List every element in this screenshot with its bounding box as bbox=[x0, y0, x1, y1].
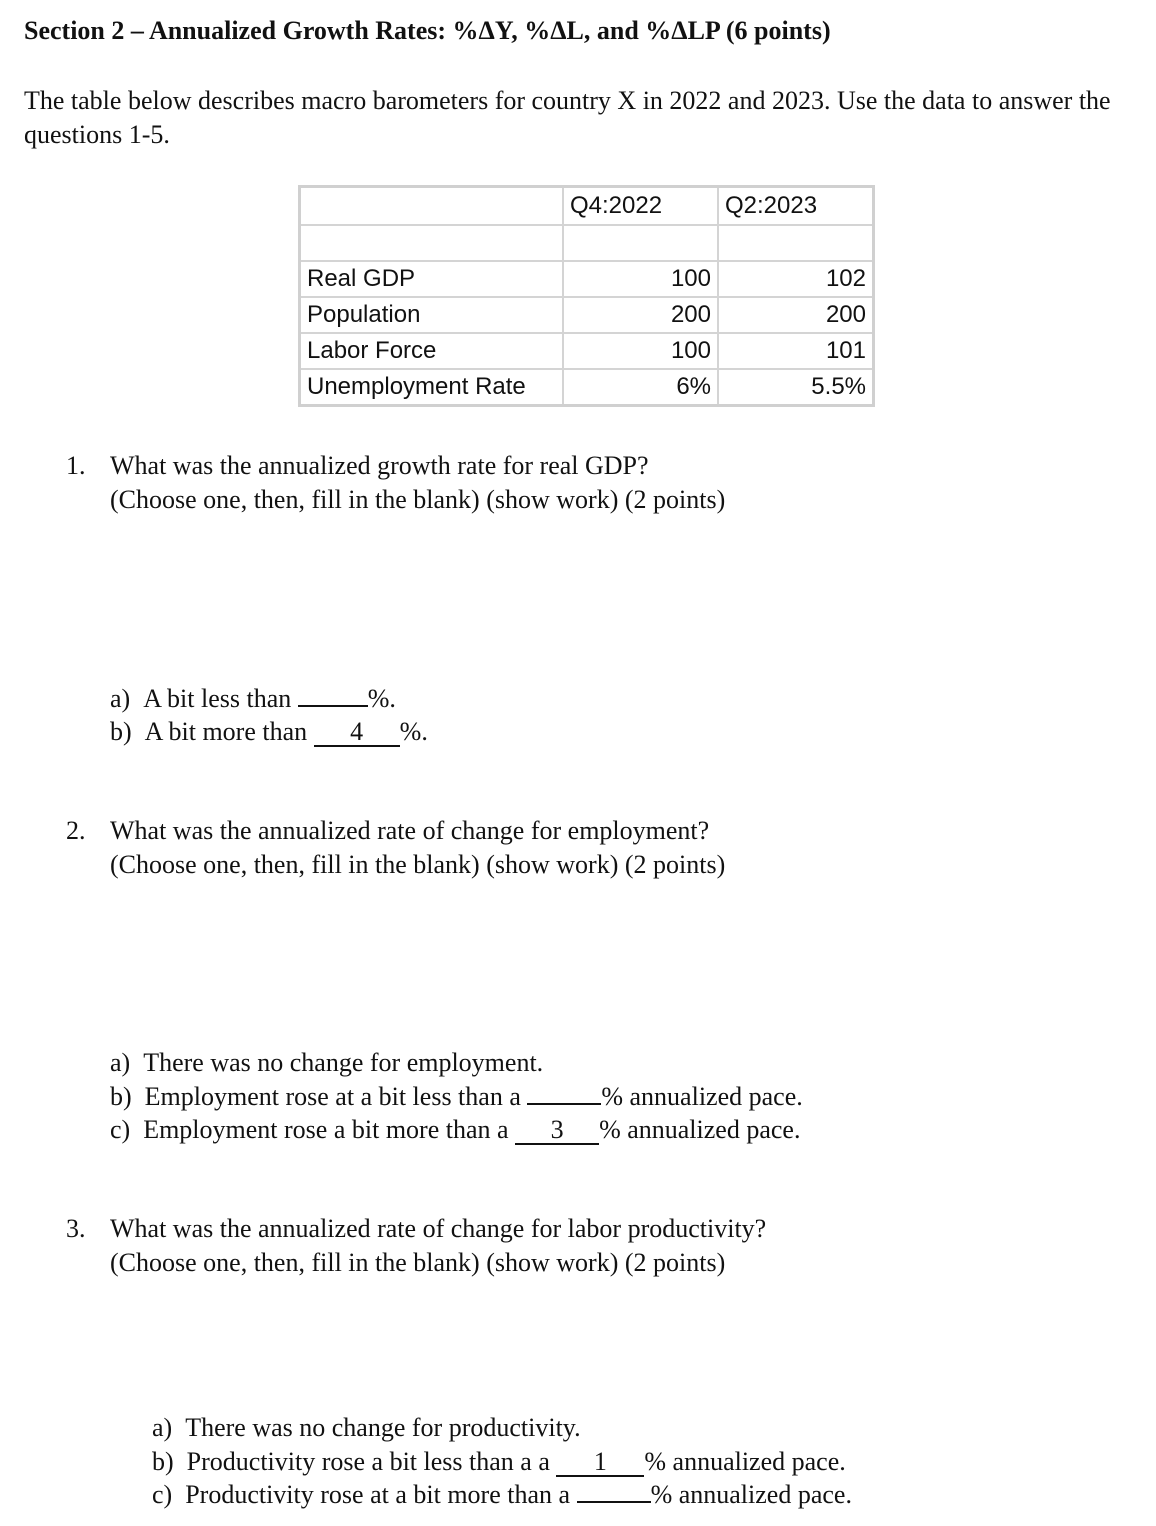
table-empty-row bbox=[300, 225, 874, 261]
value-q2-2023: 101 bbox=[718, 333, 874, 369]
option-text: Productivity rose at a bit more than a bbox=[185, 1480, 577, 1509]
table-header-row bbox=[300, 187, 874, 226]
section-title: Section 2 – Annualized Growth Rates: %ΔY, %ΔL, and %ΔLP (6 points) bbox=[24, 16, 831, 45]
table-row bbox=[300, 297, 874, 333]
answer-blank[interactable]: 1 bbox=[556, 1449, 644, 1477]
macro-data-table bbox=[298, 185, 875, 407]
option-text: Employment rose at a bit less than a bbox=[144, 1082, 528, 1111]
option-text: A bit more than bbox=[144, 717, 314, 746]
value-q4-2022: 6% bbox=[563, 369, 718, 406]
option-letter: c) bbox=[152, 1480, 173, 1509]
option-suffix: % annualized pace. bbox=[644, 1447, 846, 1476]
table-cell bbox=[718, 225, 874, 261]
question-3-instructions: (Choose one, then, fill in the blank) (show work) (2 points) bbox=[110, 1248, 726, 1277]
option-text: There was no change for productivity. bbox=[185, 1413, 581, 1442]
value-q2-2023: 5.5% bbox=[718, 369, 874, 406]
question-3-text: What was the annualized rate of change for labor productivity? bbox=[110, 1214, 767, 1243]
question-2-text: What was the annualized rate of change for employment? bbox=[110, 816, 710, 845]
q3-option-b bbox=[152, 1445, 846, 1479]
option-letter: a) bbox=[110, 1048, 131, 1077]
row-label: Population bbox=[300, 297, 564, 333]
value-q2-2023: 102 bbox=[718, 261, 874, 297]
option-suffix: % annualized pace. bbox=[650, 1480, 852, 1509]
option-suffix: % annualized pace. bbox=[599, 1115, 801, 1144]
value-q4-2022: 100 bbox=[563, 261, 718, 297]
table-header-cell bbox=[300, 187, 564, 226]
option-letter: b) bbox=[110, 1082, 132, 1111]
option-text: Productivity rose a bit less than a a bbox=[186, 1447, 557, 1476]
table-row bbox=[300, 369, 874, 406]
question-1-text: What was the annualized growth rate for real GDP? bbox=[110, 451, 649, 480]
table-row bbox=[300, 261, 874, 297]
q2-option-b bbox=[110, 1080, 803, 1114]
option-suffix: % annualized pace. bbox=[601, 1082, 803, 1111]
option-letter: c) bbox=[110, 1115, 131, 1144]
table-header-cell: Q4:2022 bbox=[563, 187, 718, 226]
q2-option-c bbox=[110, 1113, 800, 1147]
row-label: Unemployment Rate bbox=[300, 369, 564, 406]
option-suffix: %. bbox=[367, 684, 396, 713]
q2-option-a bbox=[110, 1046, 543, 1080]
q3-option-c bbox=[152, 1478, 852, 1512]
q3-option-a bbox=[152, 1411, 581, 1445]
option-text: Employment rose a bit more than a bbox=[143, 1115, 516, 1144]
table-cell bbox=[563, 225, 718, 261]
value-q4-2022: 100 bbox=[563, 333, 718, 369]
option-letter: b) bbox=[152, 1447, 174, 1476]
intro-paragraph: The table below describes macro barometers for country X in 2022 and 2023. Use the data to answer the questions 1-5. bbox=[24, 86, 1111, 149]
option-letter: a) bbox=[110, 684, 131, 713]
row-label: Labor Force bbox=[300, 333, 564, 369]
option-letter: b) bbox=[110, 717, 132, 746]
q1-option-b bbox=[110, 715, 428, 749]
question-3-number: 3. bbox=[66, 1214, 86, 1243]
row-label: Real GDP bbox=[300, 261, 564, 297]
answer-blank[interactable] bbox=[577, 1501, 651, 1503]
answer-blank[interactable]: 4 bbox=[314, 719, 400, 747]
option-text: A bit less than bbox=[143, 684, 298, 713]
option-letter: a) bbox=[152, 1413, 173, 1442]
value-q2-2023: 200 bbox=[718, 297, 874, 333]
answer-blank[interactable]: 3 bbox=[515, 1117, 599, 1145]
value-q4-2022: 200 bbox=[563, 297, 718, 333]
question-1-instructions: (Choose one, then, fill in the blank) (show work) (2 points) bbox=[110, 485, 726, 514]
q1-option-a bbox=[110, 682, 396, 716]
answer-blank[interactable] bbox=[527, 1103, 601, 1105]
option-suffix: %. bbox=[399, 717, 428, 746]
question-1-number: 1. bbox=[66, 451, 86, 480]
table-header-cell: Q2:2023 bbox=[718, 187, 874, 226]
table-cell bbox=[300, 225, 564, 261]
question-2-number: 2. bbox=[66, 816, 86, 845]
option-text: There was no change for employment. bbox=[143, 1048, 544, 1077]
answer-blank[interactable] bbox=[298, 705, 368, 707]
question-2-instructions: (Choose one, then, fill in the blank) (show work) (2 points) bbox=[110, 850, 726, 879]
table-row bbox=[300, 333, 874, 369]
